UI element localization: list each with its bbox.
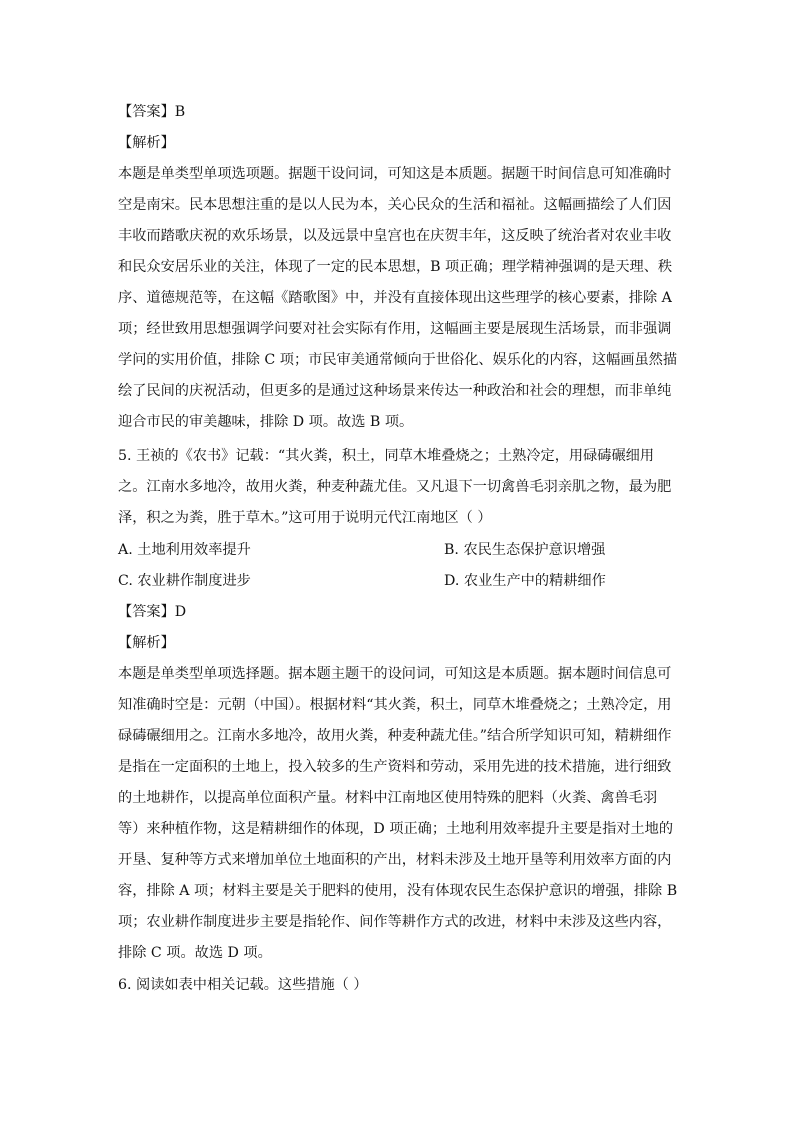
q5-answer: 【答案】D <box>118 604 187 620</box>
q5-analysis-line: 排除 C 项。故选 D 项。 <box>118 945 272 961</box>
q5-analysis-line: 容，排除 A 项；材料主要是关于肥料的使用，没有体现农民生态保护意识的增强，排除 B <box>118 883 678 899</box>
q5-option-b: B. 农民生态保护意识增强 <box>444 542 606 558</box>
q5-option-c: C. 农业耕作制度进步 <box>118 573 251 589</box>
q5-option-a: A. 土地利用效率提升 <box>118 542 251 558</box>
q4-analysis-label: 【解析】 <box>118 135 175 151</box>
q5-analysis-line: 本题是单类型单项选择题。据本题主题干的设问词，可知这是本质题。据本题时间信息可 <box>118 666 672 682</box>
q5-analysis-line: 知准确时空是：元朝（中国）。根据材料“其火粪，积土，同草木堆叠烧之；土熟冷定，用 <box>118 697 672 713</box>
q5-stem-line: 5. 王祯的《农书》记载：“其火粪，积土，同草木堆叠烧之；土熟冷定，用碌碡碾细用 <box>118 448 655 464</box>
q4-analysis-line: 学问的实用价值，排除 C 项；市民审美通常倾向于世俗化、娱乐化的内容，这幅画虽然描 <box>118 352 678 368</box>
q4-analysis-line: 项；经世致用思想强调学问要对社会实际有作用，这幅画主要是展现生活场景，而非强调 <box>118 321 672 337</box>
q4-analysis-line: 空是南宋。民本思想注重的是以人民为本，关心民众的生活和福祉。这幅画描绘了人们因 <box>118 197 672 213</box>
q5-analysis-line: 是指在一定面积的土地上，投入较多的生产资料和劳动，采用先进的技术措施，进行细致 <box>118 759 672 775</box>
q4-analysis-line: 绘了民间的庆祝活动，但更多的是通过这种场景来传达一种政治和社会的理想，而非单纯 <box>118 383 672 399</box>
q5-analysis-line: 开垦、复种等方式来增加单位土地面积的产出，材料未涉及土地开垦等利用效率方面的内 <box>118 852 672 868</box>
q4-analysis-line: 迎合市民的审美趣味，排除 D 项。故选 B 项。 <box>118 414 414 430</box>
q5-stem-line: 泽，积之为粪，胜于草木。”这可用于说明元代江南地区（ ） <box>118 510 492 526</box>
q5-option-d: D. 农业生产中的精耕细作 <box>444 573 606 589</box>
q6-stem: 6. 阅读如表中相关记载。这些措施（ ） <box>118 977 368 993</box>
q5-analysis-line: 的土地耕作，以提高单位面积产量。材料中江南地区使用特殊的肥料（火粪、禽兽毛羽 <box>118 790 658 806</box>
q4-analysis-line: 丰收而踏歌庆祝的欢乐场景，以及远景中皇宫也在庆贺丰年，这反映了统治者对农业丰收 <box>118 228 672 244</box>
q4-analysis-line: 和民众安居乐业的关注，体现了一定的民本思想，B 项正确；理学精神强调的是天理、秩 <box>118 259 673 275</box>
q5-stem-line: 之。江南水多地冷，故用火粪，种麦种蔬尤佳。又凡退下一切禽兽毛羽亲肌之物，最为肥 <box>118 479 672 495</box>
q5-analysis-line: 项；农业耕作制度进步主要是指轮作、间作等耕作方式的改进，材料中未涉及这些内容， <box>118 914 672 930</box>
q4-answer: 【答案】B <box>118 104 186 120</box>
q5-analysis-line: 碌碡碾细用之。江南水多地冷，故用火粪，种麦种蔬尤佳。”结合所学知识可知，精耕细作 <box>118 728 672 744</box>
q4-analysis-line: 序、道德规范等，在这幅《踏歌图》中，并没有直接体现出这些理学的核心要素，排除 A <box>118 290 672 306</box>
q5-analysis-label: 【解析】 <box>118 635 175 651</box>
q5-analysis-line: 等）来种植作物，这是精耕细作的体现，D 项正确；土地利用效率提升主要是指对土地的 <box>118 821 674 837</box>
q4-analysis-line: 本题是单类型单项选项题。据题干设问词，可知这是本质题。据题干时间信息可知准确时 <box>118 166 672 182</box>
